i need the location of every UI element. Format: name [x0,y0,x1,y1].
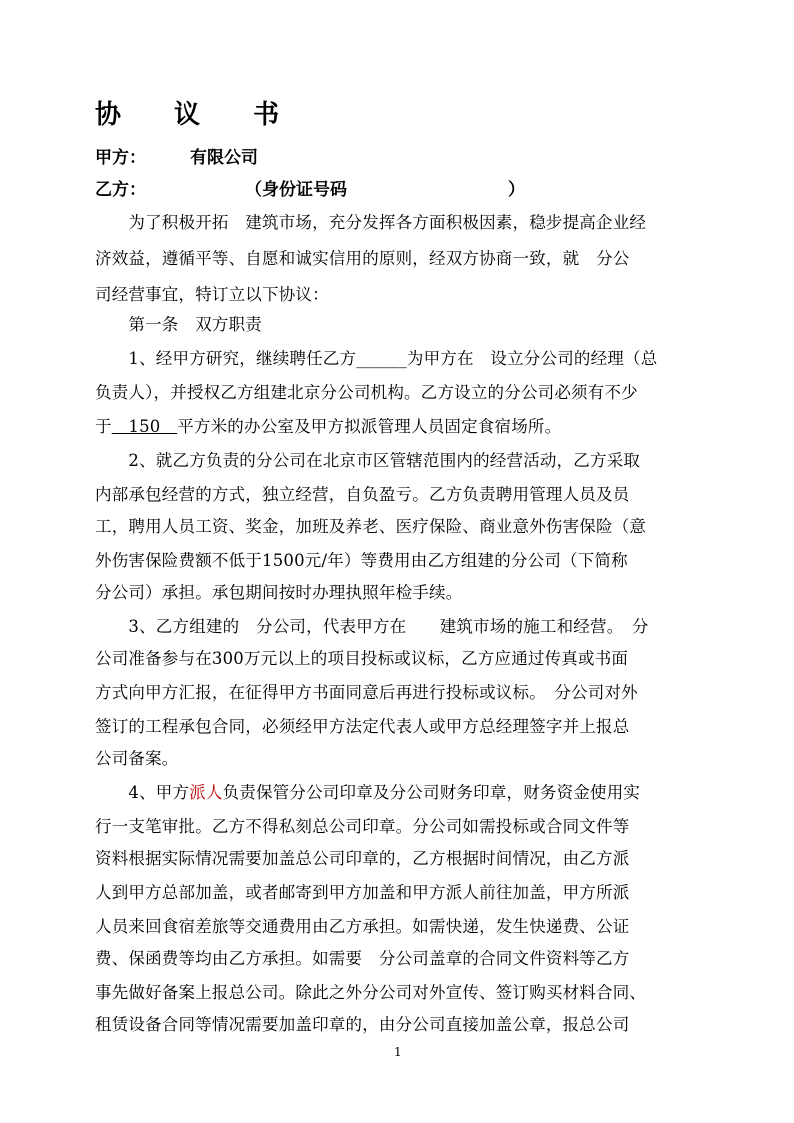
body-line: 资料根据实际情况需要加盖总公司印章的，乙方根据时间情况，由乙方派 [95,849,630,868]
body-line-office-size [95,413,561,437]
body-line: 签订的工程承包合同，必须经甲方法定代表人或甲方总经理签字并上报总 [95,717,630,736]
body-line: 分公司）承担。承包期间按时办理执照年检手续。 [95,583,463,602]
party-b-label: 乙方： [95,180,146,200]
document-title: 协 议 书 [95,100,302,130]
party-a-value: 有限公司 [190,148,258,168]
body-line-text: 平方米的办公室及甲方拟派管理人员固定食宿场所。 [177,417,562,436]
body-line: 为了积极开拓 建筑市场，充分发挥各方面积极因素，稳步提高企业经 [95,213,647,232]
body-line-text: 于 [95,417,112,436]
body-line: 司经营事宜，特订立以下协议： [95,285,329,304]
body-line: 3、乙方组建的 分公司，代表甲方在 建筑市场的施工和经营。 分 [95,617,649,636]
body-line: 内部承包经营的方式，独立经营，自负盈亏。乙方负责聘用管理人员及员 [95,485,630,504]
party-b-value: （身份证号码 [245,180,347,200]
party-a-row [95,143,258,168]
party-b-row [95,175,525,200]
body-line: 人到甲方总部加盖，或者邮寄到甲方加盖和甲方派人前往加盖，甲方所派 [95,883,630,902]
body-line: 事先做好备案上报总公司。除此之外分公司对外宣传、签订购买材料合同、 [95,983,647,1002]
body-line: 外伤害保险费额不低于1500元/年）等费用由乙方组建的分公司（下简称 [95,551,628,570]
body-line: 租赁设备合同等情况需要加盖印章的，由分公司直接加盖公章，报总公司 [95,1015,630,1034]
body-line: 人员来回食宿差旅等交通费用由乙方承担。如需快递，发生快递费、公证 [95,917,630,936]
body-line-text: 负责保管分公司印章及分公司财务印章，财务资金使用实 [222,783,641,802]
body-line: 公司备案。 [95,749,179,768]
highlighted-text: 派人 [189,783,223,802]
body-line-text: 4、甲方 [95,783,190,802]
party-b-close-paren: ） [508,180,525,200]
body-line: 方式向甲方汇报，在征得甲方书面同意后再进行投标或议标。 分公司对外 [95,683,638,702]
body-line: 济效益，遵循平等、自愿和诚实信用的原则，经双方协商一致，就 分公 [95,249,630,268]
body-line: 负责人），并授权乙方组建北京分公司机构。乙方设立的分公司必须有不少 [95,383,638,402]
party-a-label: 甲方： [95,148,146,168]
office-area-value: 150 [111,417,178,436]
body-line: 2、就乙方负责的分公司在北京市区管辖范围内的经营活动，乙方采取 [95,451,641,470]
body-line: 工，聘用人员工资、奖金，加班及养老、医疗保险、商业意外伤害保险（意 [95,517,647,536]
body-line: 行一支笔审批。乙方不得私刻总公司印章。分公司如需投标或合同文件等 [95,817,630,836]
body-line: 公司准备参与在300万元以上的项目投标或议标，乙方应通过传真或书面 [95,649,629,668]
body-line: 1、经甲方研究，继续聘任乙方______为甲方在 设立分公司的经理（总 [95,349,658,368]
body-line-clause-4 [95,779,640,803]
body-line: 费、保函费等均由乙方承担。如需要 分公司盖章的合同文件资料等乙方 [95,949,630,968]
page-number: 1 [394,1045,402,1059]
body-line: 第一条 双方职责 [95,315,262,334]
